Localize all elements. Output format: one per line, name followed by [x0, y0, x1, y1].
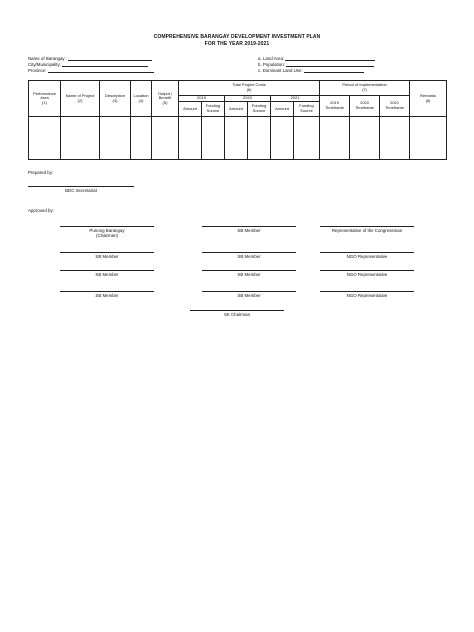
province-field	[28, 68, 154, 73]
table-cell[interactable]	[294, 117, 320, 160]
table-cell[interactable]	[320, 117, 350, 160]
table-cell[interactable]	[61, 117, 100, 160]
sb-member-signature: SB Member	[60, 270, 154, 277]
period-year-2020: 2020 Timeframe	[350, 96, 380, 117]
table-cell[interactable]	[152, 117, 179, 160]
population-field	[258, 62, 374, 67]
city-blank	[62, 62, 148, 67]
ngo-rep-signature: NGO Representative	[320, 252, 414, 259]
barangay-label: Name of Barangay :	[28, 56, 68, 61]
punong-barangay-signature: Punong Barangay (Chairman)	[60, 226, 154, 238]
ngo-rep-signature: NGO Representative	[320, 270, 414, 277]
amount-2020: Amount	[225, 102, 248, 117]
cost-year-2021: 2021	[271, 96, 320, 102]
land-area-label: a. Land Area:	[258, 56, 285, 61]
header-total-costs: Total Project Costs (6)	[179, 81, 320, 96]
table-cell[interactable]	[380, 117, 410, 160]
document-title: COMPREHENSIVE BARANGAY DEVELOPMENT INVESTMENT PLAN	[153, 34, 321, 40]
cost-year-2019: 2019	[179, 96, 225, 102]
sk-chairman-signature: SK Chairman	[190, 310, 284, 317]
header-description: Description (3)	[100, 81, 131, 117]
land-use-field	[258, 68, 364, 73]
city-label: City/Municipality:	[28, 62, 61, 67]
table-cell[interactable]	[225, 117, 248, 160]
city-field	[28, 62, 148, 67]
land-area-field	[258, 56, 375, 61]
funding-source-2019: Funding Source	[202, 102, 225, 117]
barangay-field	[28, 56, 152, 61]
amount-2019: Amount	[179, 102, 202, 117]
sb-member-signature: SB Member	[202, 226, 296, 233]
table-cell[interactable]	[131, 117, 152, 160]
investment-plan-table	[28, 80, 447, 160]
header-performance-area: Performance Area (1)	[29, 81, 61, 117]
table-cell[interactable]	[410, 117, 447, 160]
header-project-name: Name of Project (2)	[61, 81, 100, 117]
table-cell[interactable]	[350, 117, 380, 160]
population-label: b. Population:	[258, 62, 285, 67]
bdc-secretariat-label: BDC Secretariat	[65, 188, 97, 193]
land-use-label: c. Dominant Land Use:	[258, 68, 303, 73]
header-remarks: Remarks (8)	[410, 81, 447, 117]
sb-member-signature: SB Member	[60, 252, 154, 259]
header-period: Period of Implementation (7)	[320, 81, 410, 96]
header-output: Output / Benefit (5)	[152, 81, 179, 117]
barangay-blank	[68, 56, 152, 61]
funding-source-2020: Funding Source	[248, 102, 271, 117]
signature-line	[28, 186, 134, 187]
sb-member-signature: SB Member	[202, 270, 296, 277]
bdc-secretariat-signature	[28, 186, 134, 193]
table-cell[interactable]	[29, 117, 61, 160]
document-subtitle: FOR THE YEAR 2019-2021	[204, 41, 270, 47]
cost-year-2020: 2020	[225, 96, 271, 102]
table-cell[interactable]	[271, 117, 294, 160]
approved-by-label: Approved by:	[28, 208, 54, 213]
table-cell[interactable]	[100, 117, 131, 160]
sb-member-signature: SB Member	[202, 291, 296, 298]
table-cell[interactable]	[179, 117, 202, 160]
header-location: Location (4)	[131, 81, 152, 117]
sb-member-signature: SB Member	[60, 291, 154, 298]
rep-congressman-signature: Representative of the Congressman	[320, 226, 414, 233]
period-year-2019: 2019 Timeframe	[320, 96, 350, 117]
land-area-blank	[285, 56, 375, 61]
population-blank	[286, 62, 374, 67]
sb-member-signature: SB Member	[202, 252, 296, 259]
table-cell[interactable]	[248, 117, 271, 160]
land-use-blank	[304, 68, 364, 73]
funding-source-2021: Funding Source	[294, 102, 320, 117]
province-blank	[48, 68, 154, 73]
ngo-rep-signature: NGO Representative	[320, 291, 414, 298]
prepared-by-label: Prepared by:	[28, 170, 54, 175]
table-cell[interactable]	[202, 117, 225, 160]
amount-2021: Amount	[271, 102, 294, 117]
province-label: Province:	[28, 68, 47, 73]
table-row	[29, 117, 447, 160]
period-year-2021: 2021 Timeframe	[380, 96, 410, 117]
